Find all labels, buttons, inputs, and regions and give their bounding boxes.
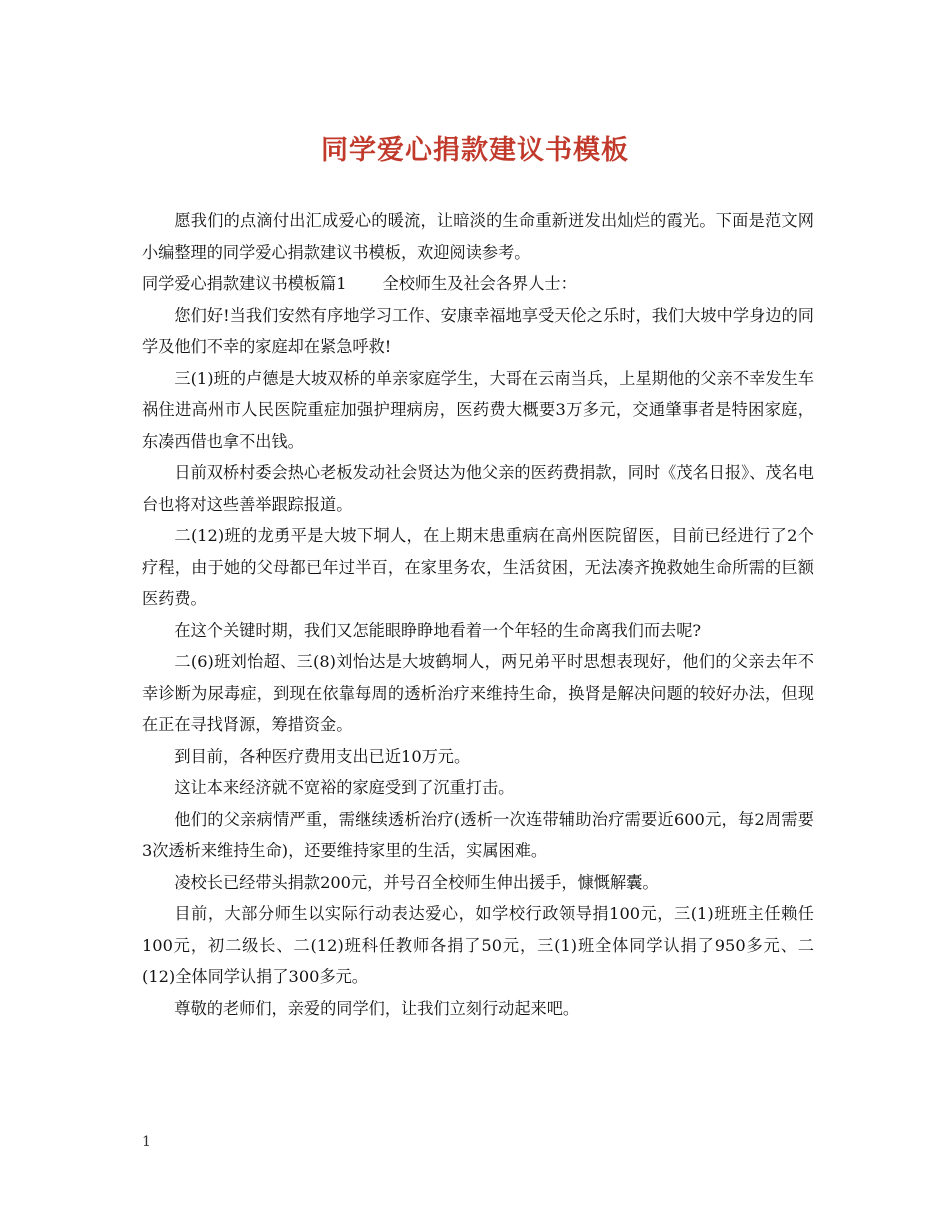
body-paragraph: 二(6)班刘怡超、三(8)刘怡达是大坡鹤垌人，两兄弟平时思想表现好，他们的父亲去年不幸诊断为尿毒症，到现在依靠每周的透析治疗来维持生命，换肾是解决问题的较好办法，但现在正在寻找肾源，筹措资金。 <box>142 652 814 734</box>
body-paragraph: 尊敬的老师们，亲爱的同学们，让我们立刻行动起来吧。 <box>174 998 580 1018</box>
page-number: 1 <box>142 1134 151 1150</box>
intro-paragraph: 愿我们的点滴付出汇成爱心的暖流，让暗淡的生命重新迸发出灿烂的霞光。下面是范文网小编整理的同学爱心捐款建议书模板，欢迎阅读参考。 <box>142 211 814 262</box>
section-heading-line <box>142 268 814 300</box>
body-paragraph: 三(1)班的卢德是大坡双桥的单亲家庭学生，大哥在云南当兵，上星期他的父亲不幸发生车祸住进高州市人民医院重症加强护理病房，医药费大概要3万多元，交通肇事者是特困家庭，东凑西借也拿不出钱。 <box>142 368 814 451</box>
section-heading: 同学爱心捐款建议书模板篇1 <box>142 274 347 293</box>
document-body <box>142 205 814 1024</box>
body-paragraph: 您们好!当我们安然有序地学习工作、安康幸福地享受天伦之乐时，我们大坡中学身边的同学及他们不幸的家庭却在紧急呼救! <box>142 305 814 356</box>
document-title: 同学爱心捐款建议书模板 <box>321 135 629 166</box>
body-paragraph: 他们的父亲病情严重，需继续透析治疗(透析一次连带辅助治疗需要近600元，每2周需要3次透析来维持生命)，还要维持家里的生活，实属困难。 <box>142 809 814 860</box>
body-paragraph: 这让本来经济就不宽裕的家庭受到了沉重打击。 <box>174 778 515 797</box>
body-paragraph: 到目前，各种医疗费用支出已近10万元。 <box>174 746 471 766</box>
body-paragraph: 二(12)班的龙勇平是大坡下垌人，在上期末患重病在高州医院留医，目前已经进行了2个疗程，由于她的父母都已年过半百，在家里务农，生活贫困，无法凑齐挽救她生命所需的巨额医药费。 <box>142 526 814 608</box>
body-paragraph: 目前，大部分师生以实际行动表达爱心，如学校行政领导捐100元，三(1)班班主任赖任100元，初二级长、二(12)班科任教师各捐了50元，三(1)班全体同学认捐了950多元、二(12)全体同学认捐了300多元。 <box>142 904 814 986</box>
body-paragraph: 在这个关键时期，我们又怎能眼睁睁地看着一个年轻的生命离我们而去呢? <box>174 620 702 640</box>
salutation: 全校师生及社会各界人士： <box>382 274 577 293</box>
body-paragraph: 凌校长已经带头捐款200元，并号召全校师生伸出援手，慷慨解囊。 <box>174 872 659 892</box>
body-paragraph: 日前双桥村委会热心老板发动社会贤达为他父亲的医药费捐款，同时《茂名日报》、茂名电台也将对这些善举跟踪报道。 <box>142 463 814 514</box>
